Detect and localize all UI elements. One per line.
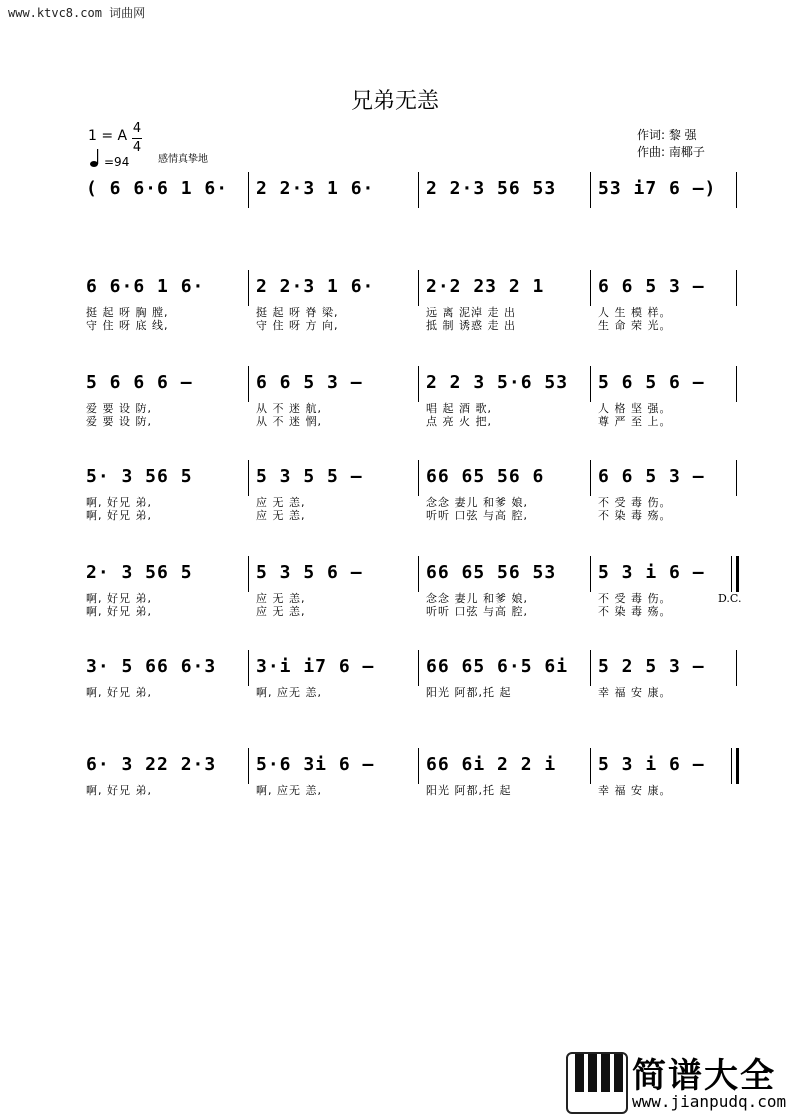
lyric-line-1: 幸 福 安 康。 xyxy=(598,686,672,699)
bar-line xyxy=(248,172,249,208)
bar-line xyxy=(590,556,591,592)
lyric-line-1: 啊, 好兄 弟, xyxy=(86,784,152,797)
measure-notes: 5 3 i 6 – xyxy=(598,562,705,583)
lyric-line-1: 唱 起 酒 歌, xyxy=(426,402,492,415)
lyric-line-1: 从 不 迷 航, xyxy=(256,402,322,415)
measure-notes: 6· 3 22 2·3 xyxy=(86,754,217,775)
measure-notes: 2· 3 56 5 xyxy=(86,562,193,583)
measure-notes: 66 65 56 6 xyxy=(426,466,545,487)
site-logo[interactable] xyxy=(566,1048,786,1114)
lyric-line-2: 从 不 迷 惘, xyxy=(256,415,322,428)
bar-line xyxy=(418,460,419,496)
measure-notes: 2 2 3 5·6 53 xyxy=(426,372,569,393)
lyric-line-1: 人 生 模 样。 xyxy=(598,306,672,319)
measure-notes: 5 3 i 6 – xyxy=(598,754,705,775)
bar-line xyxy=(418,748,419,784)
lyric-line-2: 尊 严 至 上。 xyxy=(598,415,672,428)
lyric-line-2: 守 住 呀 方 向, xyxy=(256,319,339,332)
bar-line xyxy=(248,460,249,496)
bar-line xyxy=(590,748,591,784)
bar-line xyxy=(731,556,732,592)
lyric-line-1: 挺 起 呀 胸 膛, xyxy=(86,306,169,319)
lyric-line-2: 不 染 毒 殇。 xyxy=(598,509,672,522)
lyric-line-2: 应 无 恙, xyxy=(256,509,306,522)
lyric-line-2: 守 住 呀 底 线, xyxy=(86,319,169,332)
measure-notes: 6 6 5 3 – xyxy=(256,372,363,393)
measure-notes: 6 6 5 3 – xyxy=(598,466,705,487)
measure-notes: 5 6 6 6 – xyxy=(86,372,193,393)
measure-notes: 5·6 3i 6 – xyxy=(256,754,375,775)
bar-line xyxy=(248,270,249,306)
bar-line xyxy=(590,650,591,686)
measure-notes: 2 2·3 1 6· xyxy=(256,178,375,199)
bar-line xyxy=(736,460,737,496)
bar-line xyxy=(590,366,591,402)
lyric-line-2: 听听 口弦 与高 腔, xyxy=(426,605,528,618)
lyric-line-2: 不 染 毒 殇。 xyxy=(598,605,672,618)
lyric-line-2: 点 亮 火 把, xyxy=(426,415,492,428)
measure-notes: ( 6 6·6 1 6· xyxy=(86,178,229,199)
lyric-line-2: 听听 口弦 与高 腔, xyxy=(426,509,528,522)
lyric-line-1: 人 格 坚 强。 xyxy=(598,402,672,415)
measure-notes: 6 6·6 1 6· xyxy=(86,276,205,297)
bar-line xyxy=(418,172,419,208)
credits xyxy=(637,127,705,161)
measure-notes: 5· 3 56 5 xyxy=(86,466,193,487)
site-url[interactable]: www.ktvc8.com 词曲网 xyxy=(8,6,146,20)
lyric-line-1: 远 离 泥淖 走 出 xyxy=(426,306,516,319)
measure-notes: 5 3 5 5 – xyxy=(256,466,363,487)
measure-notes: 2 2·3 56 53 xyxy=(426,178,557,199)
lyric-line-2: 生 命 荣 光。 xyxy=(598,319,672,332)
key-signature: 1 = A xyxy=(88,128,128,144)
lyric-line-1: 念念 妻儿 和爹 娘, xyxy=(426,592,528,605)
measure-notes: 6 6 5 3 – xyxy=(598,276,705,297)
lyric-line-1: 爱 要 设 防, xyxy=(86,402,152,415)
lyric-line-1: 幸 福 安 康。 xyxy=(598,784,672,797)
quarter-note-icon xyxy=(90,148,100,168)
bar-line xyxy=(736,366,737,402)
measure-notes: 5 3 5 6 – xyxy=(256,562,363,583)
time-bottom: 4 xyxy=(132,140,142,155)
lyric-line-2: 抵 制 诱惑 走 出 xyxy=(426,319,516,332)
lyric-line-2: 爱 要 设 防, xyxy=(86,415,152,428)
bar-line xyxy=(418,366,419,402)
bar-line xyxy=(736,650,737,686)
composer: 作曲: 南椰子 xyxy=(637,145,705,159)
lyric-line-1: 挺 起 呀 脊 梁, xyxy=(256,306,339,319)
da-capo-mark: D.C. xyxy=(718,592,742,605)
bar-line xyxy=(418,270,419,306)
bar-line xyxy=(418,556,419,592)
lyric-line-1: 不 受 毒 伤。 xyxy=(598,592,672,605)
tempo: =94 xyxy=(104,155,130,169)
lyric-line-1: 啊, 好兄 弟, xyxy=(86,592,152,605)
bar-line xyxy=(736,748,739,784)
logo-brand: 简谱大全 xyxy=(632,1056,776,1096)
measure-notes: 5 2 5 3 – xyxy=(598,656,705,677)
measure-notes: 66 65 56 53 xyxy=(426,562,557,583)
time-divider xyxy=(132,138,142,139)
measure-notes: 66 6i 2 2 i xyxy=(426,754,557,775)
measure-notes: 3·i i7 6 – xyxy=(256,656,375,677)
lyricist: 作词: 黎 强 xyxy=(637,128,697,142)
piano-keys-icon xyxy=(566,1052,628,1114)
bar-line xyxy=(248,366,249,402)
lyric-line-1: 啊, 应无 恙, xyxy=(256,784,322,797)
lyric-line-1: 啊, 好兄 弟, xyxy=(86,496,152,509)
time-top: 4 xyxy=(132,121,142,136)
measure-notes: 3· 5 66 6·3 xyxy=(86,656,217,677)
bar-line xyxy=(248,650,249,686)
bar-line xyxy=(248,556,249,592)
measure-notes: 66 65 6·5 6i xyxy=(426,656,569,677)
bar-line xyxy=(736,270,737,306)
measure-notes: 53 i7 6 –) xyxy=(598,178,717,199)
measure-notes: 5 6 5 6 – xyxy=(598,372,705,393)
lyric-line-2: 应 无 恙, xyxy=(256,605,306,618)
lyric-line-1: 不 受 毒 伤。 xyxy=(598,496,672,509)
bar-line xyxy=(590,460,591,496)
lyric-line-2: 啊, 好兄 弟, xyxy=(86,605,152,618)
lyric-line-1: 啊, 好兄 弟, xyxy=(86,686,152,699)
bar-line xyxy=(731,748,732,784)
bar-line xyxy=(736,556,739,592)
lyric-line-1: 念念 妻儿 和爹 娘, xyxy=(426,496,528,509)
measure-notes: 2 2·3 1 6· xyxy=(256,276,375,297)
measure-notes: 2·2 23 2 1 xyxy=(426,276,545,297)
lyric-line-1: 阳光 阿都,托 起 xyxy=(426,686,512,699)
bar-line xyxy=(418,650,419,686)
time-signature xyxy=(132,120,142,157)
lyric-line-1: 啊, 应无 恙, xyxy=(256,686,322,699)
expression-mark: 感情真挚地 xyxy=(158,154,208,165)
lyric-line-1: 应 无 恙, xyxy=(256,592,306,605)
lyric-line-1: 阳光 阿都,托 起 xyxy=(426,784,512,797)
bar-line xyxy=(248,748,249,784)
lyric-line-2: 啊, 好兄 弟, xyxy=(86,509,152,522)
bar-line xyxy=(590,172,591,208)
logo-url: www.jianpudq.com xyxy=(632,1092,787,1111)
bar-line xyxy=(736,172,737,208)
lyric-line-1: 应 无 恙, xyxy=(256,496,306,509)
bar-line xyxy=(590,270,591,306)
song-title: 兄弟无恙 xyxy=(350,89,439,114)
